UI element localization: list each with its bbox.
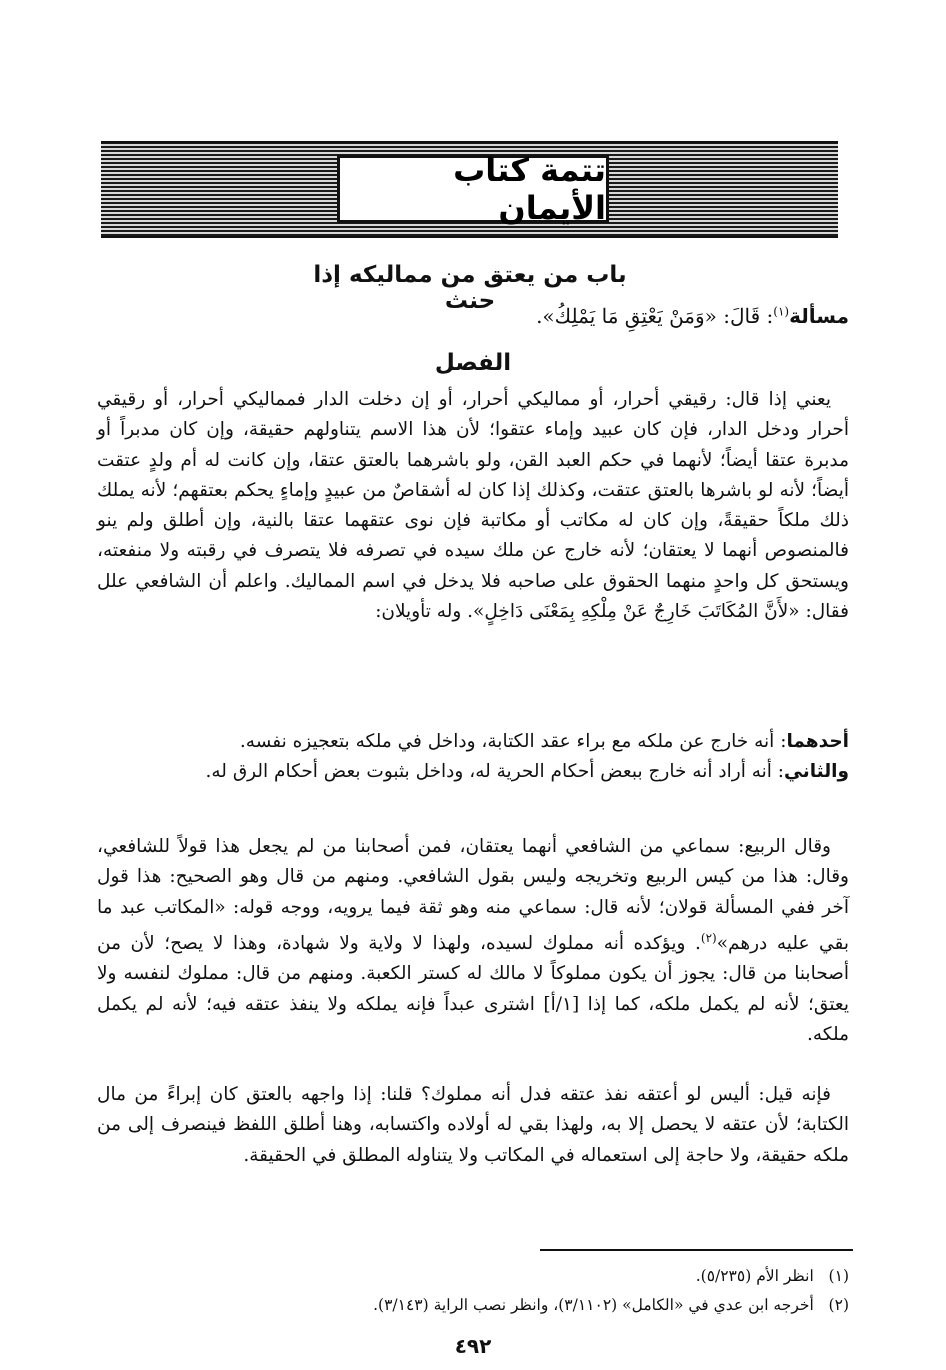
paragraph-3-part-a: وقال الربيع: سماعي من الشافعي أنهما يعتقان، فمن أصحابنا من لم يجعل هذا قولاً للشافعي، وقال: هذا من كيس الربيع وتخريجه وليس بقول الشافعي. ومنهم من قال وهو الصحيح: هذا قول آخر ففي المسألة قولان؛ لأنه قال: سماعي منه وهو ثقة فيما يرويه، ووجه قوله: «المكاتب عبد ما بقي عليه درهم» — [97, 836, 849, 955]
paragraph-3-footnote-ref: (٢) — [700, 930, 717, 945]
footnote-separator — [540, 1249, 853, 1251]
masala-line — [536, 304, 849, 328]
interpretation-2-label: والثاني — [784, 761, 849, 783]
footnote-1-text: انظر الأم (٥/٢٣٥). — [695, 1267, 814, 1285]
paragraph-4-text: فإنه قيل: أليس لو أعتقه نفذ عتقه فدل أنه مملوك؟ قلنا: إذا واجهه بالعتق كان إبراءً من مال الكتابة؛ لأن عتقه لا يحصل إلا به، ولهذا بقي له أولاده واكتسابه، وهنا أطلق اللفظ فينصرف إلى من ملكه حقيقة، ولا حاجة إلى استعماله في المكاتب ولا يتناوله المطلق في الحقيقة. — [97, 1084, 849, 1166]
interpretation-1-text: : أنه خارج عن ملكه مع براء عقد الكتابة، وداخل في ملكه بتعجيزه نفسه. — [239, 731, 787, 752]
chapter-title: باب من يعتق من مماليكه إذا حنث — [313, 262, 627, 314]
book-title: تتمة كتاب الأيمان — [453, 151, 606, 227]
footnote-2 — [373, 1296, 849, 1314]
page-number: ٤٩٢ — [454, 1334, 492, 1358]
interpretation-2 — [97, 757, 849, 787]
footnote-2-text: أخرجه ابن عدي في «الكامل» (٣/١١٠٢)، وانظر نصب الراية (٣/١٤٣). — [373, 1296, 814, 1314]
paragraph-3-part-b: . ويؤكده أنه مملوك لسيده، ولهذا لا ولاية ولا شهادة، وهذا لا يصح؛ لأن من أصحابنا من قال: يجوز أن يكون مملوكاً لا مالك له كستر الكعبة. ومنهم من قال: مملوك لنفسه ولا يعتق؛ لأنه لم يكمل ملكه، كما إذا [١/أ] اشترى عبداً فإنه يملكه ولا ينفذ عتقه فيه؛ لأنه لم يكمل ملكه. — [97, 933, 849, 1045]
footnote-1-number: (١) — [828, 1267, 849, 1285]
section-title: الفصل — [434, 350, 512, 376]
masala-text: : قَالَ: «وَمَنْ يَعْتِقِ مَا يَمْلِكُ». — [536, 304, 774, 328]
title-banner-box — [337, 151, 609, 227]
interpretation-2-text: : أنه أراد أنه خارج ببعض أحكام الحرية له، وداخل بثبوت بعض أحكام الرق له. — [205, 761, 785, 783]
masala-label: مسألة — [789, 304, 849, 328]
footnote-1 — [696, 1267, 849, 1285]
interpretation-1 — [97, 727, 849, 757]
footnote-2-number: (٢) — [828, 1296, 849, 1314]
paragraph-1-text: يعني إذا قال: رقيقي أحرار، أو مماليكي أحرار، أو إن دخلت الدار فمماليكي أحرار، أو رقيقي أحرار ودخل الدار، فإن كان عبيد وإماء عتقوا؛ لأن هذا الاسم يتناولهم حقيقة، وإن كان مدبراً أو مدبرة عتقا أيضاً؛ لأنهما في حكم العبد القن، ولو باشرهما بالعتق عتقا، وإن كانت له أم ولدٍ عتقت أيضاً؛ لأنه لو باشرها بالعتق عتقت، وكذلك إذا كان له أشقاصٌ من عبيدٍ وإماءٍ يحكم بعتقهم؛ لأنه يملك ذلك ملكاً حقيقةً، وإن كان له مكاتب أو مكاتبة فإن نوى عتقهما عتقا بالنية، وإن أطلق ولم ينو فالمنصوص أنهما لا يعتقان؛ لأنه خارج عن ملك سيده في تصرفه فلا يتصرف في رقبته ولا منفعته، ويستحق كل واحدٍ منهما الحقوق على صاحبه فلا يدخل في اسم المماليك. واعلم أن الشافعي علل فقال: «لأَنَّ المُكَاتَبَ خَارِجٌ عَنْ مِلْكِهِ بِمَعْنَى دَاخِلٍ». وله تأويلان: — [97, 389, 849, 623]
paragraph-4 — [97, 1080, 849, 1171]
interpretations — [97, 727, 849, 788]
paragraph-3-text — [97, 832, 849, 1050]
masala-footnote-ref: (١) — [773, 304, 790, 319]
interpretation-1-label: أحدهما — [786, 731, 849, 752]
paragraph-3 — [97, 832, 849, 1050]
paragraph-1 — [97, 385, 849, 627]
